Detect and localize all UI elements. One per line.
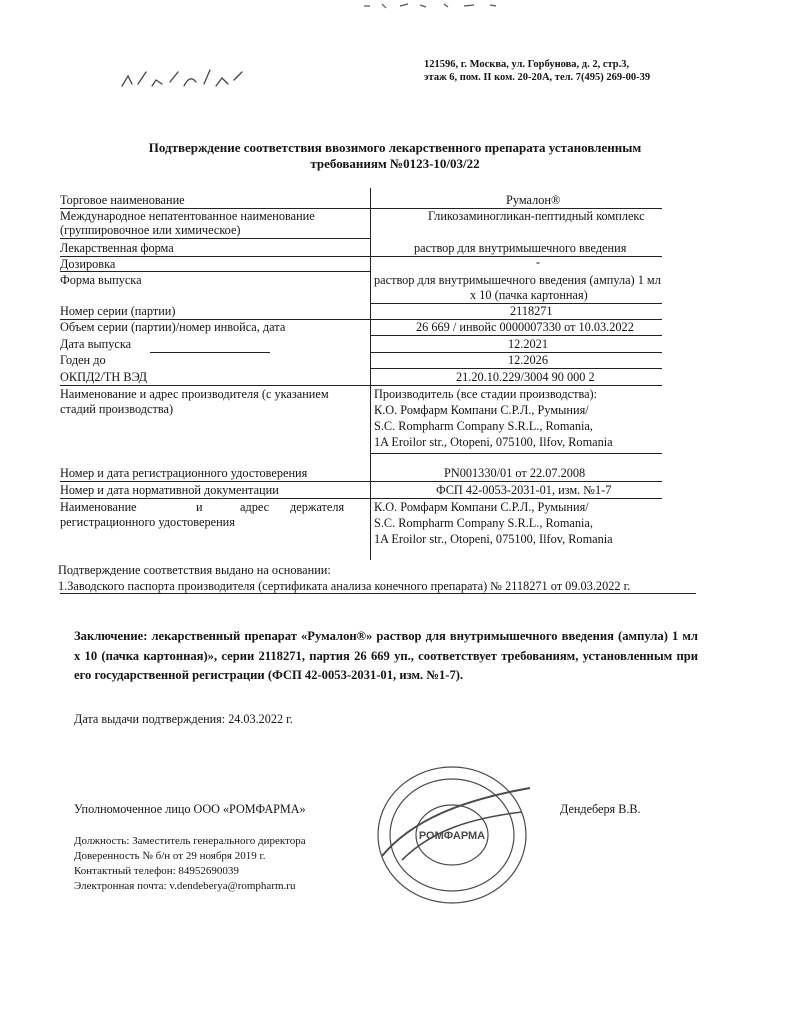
row-line: [370, 453, 662, 454]
manufacturer-label-1: Наименование и адрес производителя (с указанием: [60, 387, 329, 401]
holder-label-word-1: Наименование: [60, 500, 137, 514]
registration-label: Номер и дата регистрационного удостоверения: [60, 466, 308, 480]
company-address: [424, 58, 650, 84]
manufacturer-value-3: S.C. Rompharm Company S.R.L., Romania,: [374, 419, 593, 433]
row-line: [370, 335, 662, 336]
holder-label-word-2: и: [196, 500, 203, 514]
okpd-label: ОКПД2/ТН ВЭД: [60, 370, 148, 384]
form-value: раствор для внутримышечного введения: [414, 241, 627, 255]
row-line: [370, 368, 662, 369]
dosage-label: Дозировка: [60, 257, 116, 271]
row-line: [150, 352, 270, 353]
trade-name-value: Румалон®: [506, 193, 561, 207]
volume-label: Объем серии (партии)/номер инвойса, дата: [60, 320, 286, 334]
row-line: [60, 271, 370, 272]
row-line: [370, 498, 662, 499]
stamp-text: РОМФАРМА: [418, 830, 486, 842]
manufacturer-value-2: К.О. Ромфарм Компани С.Р.Л., Румыния/: [374, 403, 589, 417]
manufacturer-value-1: Производитель (все стадии производства):: [374, 387, 598, 401]
row-line: [60, 238, 370, 239]
expiry-value: 12.2026: [508, 353, 548, 367]
address-line-2: этаж 6, пом. II ком. 20-20А, тел. 7(495) 269-00-39: [424, 72, 651, 83]
okpd-value: 21.20.10.229/3004 90 000 2: [456, 370, 595, 384]
basis-item-1: 1.Заводского паспорта производителя (сертификата анализа конечного препарата) № 2118271 от 09.03.2022 г.: [58, 579, 631, 593]
title-line-1: Подтверждение соответствия ввозимого лекарственного препарата установленным: [148, 140, 642, 155]
normative-value: ФСП 42-0053-2031-01, изм. №1-7: [436, 483, 612, 497]
row-line: [60, 498, 370, 499]
release-value-1: раствор для внутримышечного введения (ампула) 1 мл: [374, 273, 661, 287]
expiry-label: Годен до: [60, 353, 106, 367]
conclusion-text: Заключение: лекарственный препарат «Румалон®» раствор для внутримышечного введения (ампула) 1 мл х 10 (пачка картонная)», серии 2118271, партия 26 669 уп., соответствует требованиям, установленным при его государственной регистрации (ФСП 42-0053-2031-01, изм. №1-7).: [74, 629, 698, 682]
issue-date-label: Дата выпуска: [60, 337, 132, 351]
manufacturer-value-4: 1A Eroilor str., Otopeni, 075100, Ilfov, Romania: [374, 435, 613, 449]
contact-phone: Контактный телефон: 84952690039: [74, 865, 239, 877]
release-label: Форма выпуска: [60, 273, 142, 287]
issue-date-line: Дата выдачи подтверждения: 24.03.2022 г.: [74, 712, 293, 726]
row-line: [370, 385, 662, 386]
position: Должность: Заместитель генерального директора: [74, 835, 306, 847]
trade-name-label: Торговое наименование: [60, 193, 185, 207]
row-line: [370, 256, 662, 257]
holder-value-3: 1A Eroilor str., Otopeni, 075100, Ilfov, Romania: [374, 532, 613, 546]
normative-label: Номер и дата нормативной документации: [60, 483, 279, 497]
logo-scribble: [118, 64, 248, 92]
title-line-2: требованиям №0123-10/03/22: [310, 156, 480, 171]
email: Электронная почта: v.dendeberya@rompharm.ru: [74, 880, 296, 892]
registration-value: РN001330/01 от 22.07.2008: [444, 466, 586, 480]
batch-label: Номер серии (партии): [60, 304, 176, 318]
inn-label-2: (группировочное или химическое): [60, 223, 241, 237]
inn-value: Гликозаминогликан-пептидный комплекс: [428, 209, 645, 223]
basis-heading: Подтверждение соответствия выдано на основании:: [58, 563, 331, 577]
holder-label-2: регистрационного удостоверения: [60, 515, 235, 529]
row-line: [60, 385, 370, 386]
batch-value: 2118271: [510, 304, 553, 318]
address-line-1: 121596, г. Москва, ул. Горбунова, д. 2, стр.3,: [424, 59, 630, 70]
row-line: [370, 481, 662, 482]
document-title: [60, 140, 730, 172]
form-label: Лекарственная форма: [60, 241, 174, 255]
basis-underline: [60, 593, 696, 594]
dosage-value: -: [536, 255, 541, 269]
row-line: [60, 481, 370, 482]
power-of-attorney: Доверенность № б/н от 29 ноября 2019 г.: [74, 850, 266, 862]
column-divider: [370, 188, 371, 560]
company-stamp: [372, 760, 532, 910]
manufacturer-label-2: стадий производства): [60, 402, 174, 416]
scan-marks: [360, 0, 520, 14]
authorized-person: Уполномоченное лицо ООО «РОМФАРМА»: [74, 802, 306, 816]
signatory-name: Дендеберя В.В.: [560, 802, 641, 816]
holder-value-2: S.C. Rompharm Company S.R.L., Romania,: [374, 516, 593, 530]
inn-label-1: Международное непатентованное наименование: [60, 209, 315, 223]
issue-date-value: 12.2021: [508, 337, 548, 351]
volume-value: 26 669 / инвойс 0000007330 от 10.03.2022: [416, 320, 634, 334]
holder-label-word-4: держателя: [290, 500, 345, 514]
release-value-2: х 10 (пачка картонная): [470, 288, 588, 302]
holder-value-1: К.О. Ромфарм Компани С.Р.Л., Румыния/: [374, 500, 589, 514]
holder-label-word-3: адрес: [240, 500, 270, 514]
